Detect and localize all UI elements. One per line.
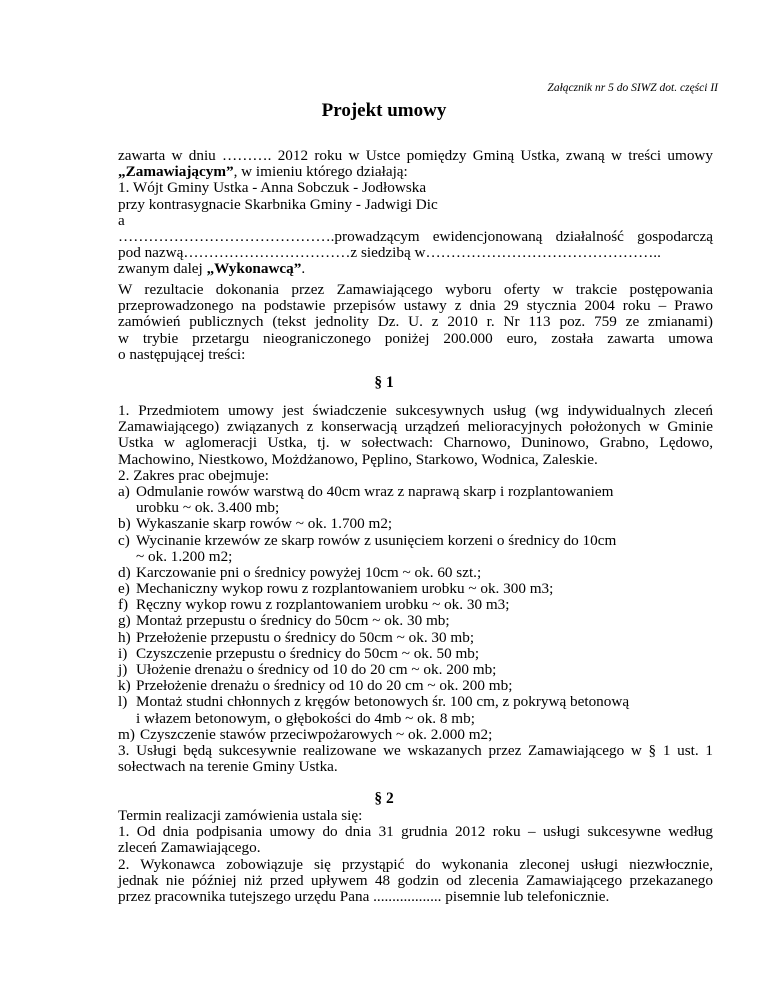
list-item [118,694,713,710]
section-1-line: Zamawiającego) związanych z konserwacją urządzeń melioracyjnych położonych w Gminie [118,418,713,436]
list-item [118,516,713,532]
list-item-text: Przełożenie drenażu o średnicy od 10 do 20 cm ~ ok. 200 mb; [136,677,513,695]
list-item-text: Odmulanie rowów warstwą do 40cm wraz z naprawą skarp i rozplantowaniem [136,482,614,500]
list-item-text: Montaż przepustu o średnicy do 50cm ~ ok. 30 mb; [136,612,450,630]
list-marker: g) [118,612,131,630]
list-item [118,565,713,581]
list-marker: e) [118,580,130,598]
intro-line [118,261,713,277]
intro-line: 1. Wójt Gminy Ustka - Anna Sobczuk - Jodłowska [118,179,427,197]
section-2-line: 1. Od dnia podpisania umowy do dnia 31 grudnia 2012 roku – usługi sukcesywne według [118,823,713,841]
list-item-text: Ręczny wykop rowu z rozplantowaniem urobku ~ ok. 30 m3; [136,596,510,614]
section-2-intro: Termin realizacji zamówienia ustala się: [118,807,363,824]
list-item [118,678,713,694]
list-item [118,613,713,629]
section-1-line: 3. Usługi będą sukcesywnie realizowane we wskazanych przez Zamawiającego w § 1 ust. 1 [118,741,713,759]
preamble-line: w trybie przetargu nieograniczonego poniżej 200.000 euro, została zawarta umowa [118,329,713,347]
list-marker: f) [118,596,129,614]
list-item [118,727,713,743]
list-item [118,484,713,500]
list-marker: d) [118,563,131,581]
list-item-text: Przełożenie przepustu o średnicy do 50cm ~ ok. 30 mb; [136,628,475,646]
section-1-body [118,403,713,775]
list-item [118,662,713,678]
intro-line: …………………………………….prowadzącym ewidencjonowaną działalność gospodarczą [118,227,713,245]
list-item [118,533,713,549]
list-item-text: Montaż studni chłonnych z kręgów betonowych śr. 100 cm, z pokrywą betonową [136,693,630,711]
section-1-line: Ustka w aglomeracji Ustka, tj. w sołectwach: Charnowo, Duninowo, Grabno, Lędowo, [118,434,713,452]
intro-text: , w imieniu którego działają: [233,163,408,181]
section-1-line: sołectwach na terenie Gminy Ustka. [118,758,338,776]
list-item-text: Wycinanie krzewów ze skarp rowów z usunięciem korzeni o średnicy do 10cm [136,531,617,549]
list-item [118,597,713,613]
list-item [118,581,713,597]
list-marker: l) [118,693,128,711]
list-item-text: Ułożenie drenażu o średnicy od 10 do 20 cm ~ ok. 200 mb; [136,661,497,678]
list-marker: j) [118,661,128,678]
intro-line: pod nazwą……………………………z siedzibą w……………………………………….. [118,244,661,262]
list-marker: m) [118,725,135,743]
section-2-body [118,808,713,905]
intro-line: przy kontrasygnacie Skarbnika Gminy - Jadwigi Dic [118,195,438,213]
list-marker: c) [118,531,130,549]
list-marker: k) [118,677,131,695]
section-2-line: 2. Wykonawca zobowiązuje się przystąpić do wykonania zleconej usługi niezwłocznie, [118,855,713,873]
preamble-line: o następującej treści: [118,345,246,363]
list-item-continuation: i włazem betonowym, o głębokości do 4mb ~ ok. 8 mb; [136,709,475,727]
section-2-line: jednak nie później niż przed upływem 48 godzin od zlecenia Zamawiającego przekazanego [118,871,713,889]
preamble-line: zamówień publicznych (tekst jednolity Dz. U. z 2010 r. Nr 113 poz. 759 ze zmianami) [118,313,713,331]
party-name-employer: „Zamawiającym” [118,163,234,181]
list-item-continuation: urobku ~ ok. 3.400 mb; [136,499,280,517]
list-item [118,630,713,646]
section-1-line: 1. Przedmiotem umowy jest świadczenie sukcesywnych usług (wg indywidualnych zleceń [118,402,713,419]
list-item-text: Czyszczenie stawów przeciwpożarowych ~ ok. 2.000 m2; [140,725,493,743]
section-1-line: Machowino, Niestkowo, Możdżanowo, Pęplino, Starkowo, Wodnica, Zaleskie. [118,450,598,468]
list-item [118,646,713,662]
preamble-line: W rezultacie dokonania przez Zamawiającego wyboru oferty w trakcie postępowania [118,281,713,298]
party-name-contractor: „Wykonawcą” [206,260,302,278]
scope-intro: 2. Zakres prac obejmuje: [118,466,269,484]
list-item-text: Wykaszanie skarp rowów ~ ok. 1.700 m2; [136,515,393,533]
list-marker: a) [118,482,130,500]
intro-text: zwanym dalej [118,260,207,278]
attachment-note: Załącznik nr 5 do SIWZ dot. części II [547,82,718,94]
list-item-continuation: ~ ok. 1.200 m2; [136,547,233,565]
intro-line: zawarta w dniu ………. 2012 roku w Ustce pomiędzy Gminą Ustka, zwaną w treści umowy [118,147,713,164]
document-title: Projekt umowy [321,100,447,121]
section-1-heading: § 1 [374,374,394,391]
section-2-line: przez pracownika tutejszego urzędu Pana .................. pisemnie lub telefonicznie. [118,887,610,905]
intro-line: a [118,211,125,229]
intro-text: . [301,260,306,278]
list-item-text: Czyszczenie przepustu o średnicy do 50cm ~ ok. 50 mb; [136,644,480,662]
section-2-line: zleceń Zamawiającego. [118,839,261,857]
preamble-paragraph [118,282,713,363]
list-marker: h) [118,628,131,646]
intro-block [118,148,713,278]
list-item-text: Mechaniczny wykop rowu z rozplantowaniem urobku ~ ok. 300 m3; [136,580,554,598]
list-marker: i) [118,644,128,662]
intro-line [118,164,713,180]
section-2-heading: § 2 [374,790,394,807]
preamble-line: przeprowadzonego na podstawie przepisów ustawy z dnia 29 stycznia 2004 roku – Prawo [118,297,713,315]
list-marker: b) [118,515,131,533]
list-item-text: Karczowanie pni o średnicy powyżej 10cm ~ ok. 60 szt.; [136,563,482,581]
